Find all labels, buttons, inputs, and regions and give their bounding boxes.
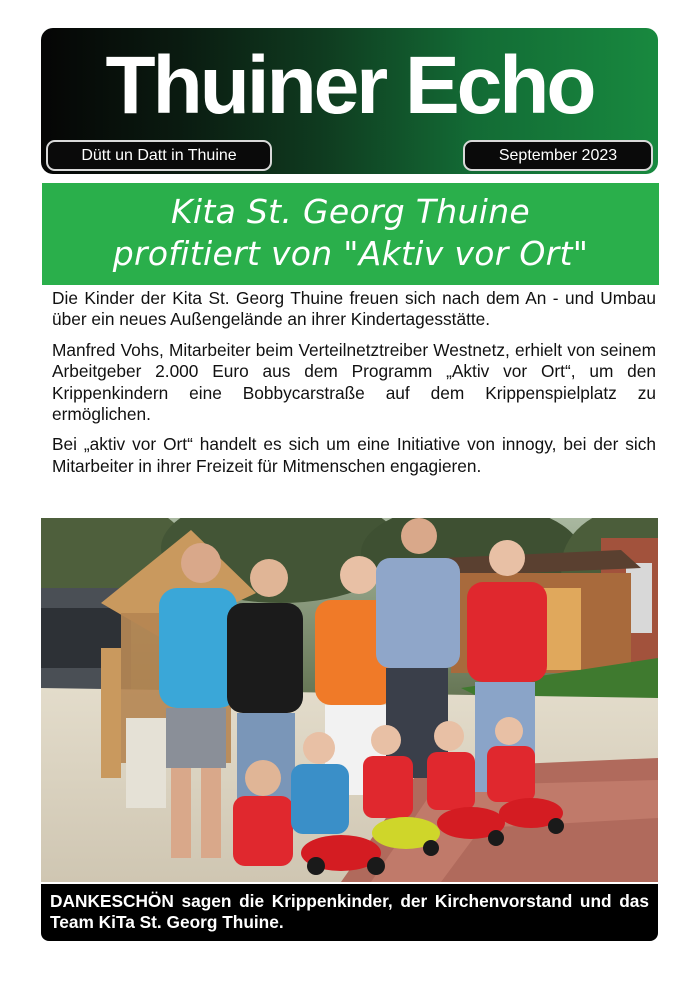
article-body [52,288,656,486]
masthead-title: Thuiner Echo [105,40,594,131]
photo-caption: DANKESCHÖN sagen die Krippenkinder, der Kirchenvorstand und das Team KiTa St. Georg Thuine. [41,884,658,941]
masthead [41,28,658,174]
photo-illustration [41,518,658,882]
article-headline [42,191,659,275]
article-paragraph: Manfred Vohs, Mitarbeiter beim Verteilnetztreiber Westnetz, erhielt von seinem Arbeitgeber 2.000 Euro aus dem Programm „Aktiv vor Ort“, um den Krippenkindern eine Bobbycarstraße auf dem Krippenspielplatz zu ermöglichen. [52,339,656,425]
article-paragraph: Bei „aktiv vor Ort“ handelt es sich um eine Initiative von innogy, bei der sich Mitarbeiter in ihrer Freizeit für Mitmenschen engagieren. [52,434,656,476]
headline-line-2: profitiert von "Aktiv vor Ort" [112,234,589,273]
masthead-subtitle: Dütt un Datt in Thuine [46,140,272,171]
group-photo [41,518,658,882]
headline-line-1: Kita St. Georg Thuine [170,192,531,231]
issue-date: September 2023 [463,140,653,171]
headline-box [42,183,659,285]
article-paragraph: Die Kinder der Kita St. Georg Thuine freuen sich nach dem An - und Umbau über ein neues Außengelände an ihrer Kindertagesstätte. [52,288,656,330]
